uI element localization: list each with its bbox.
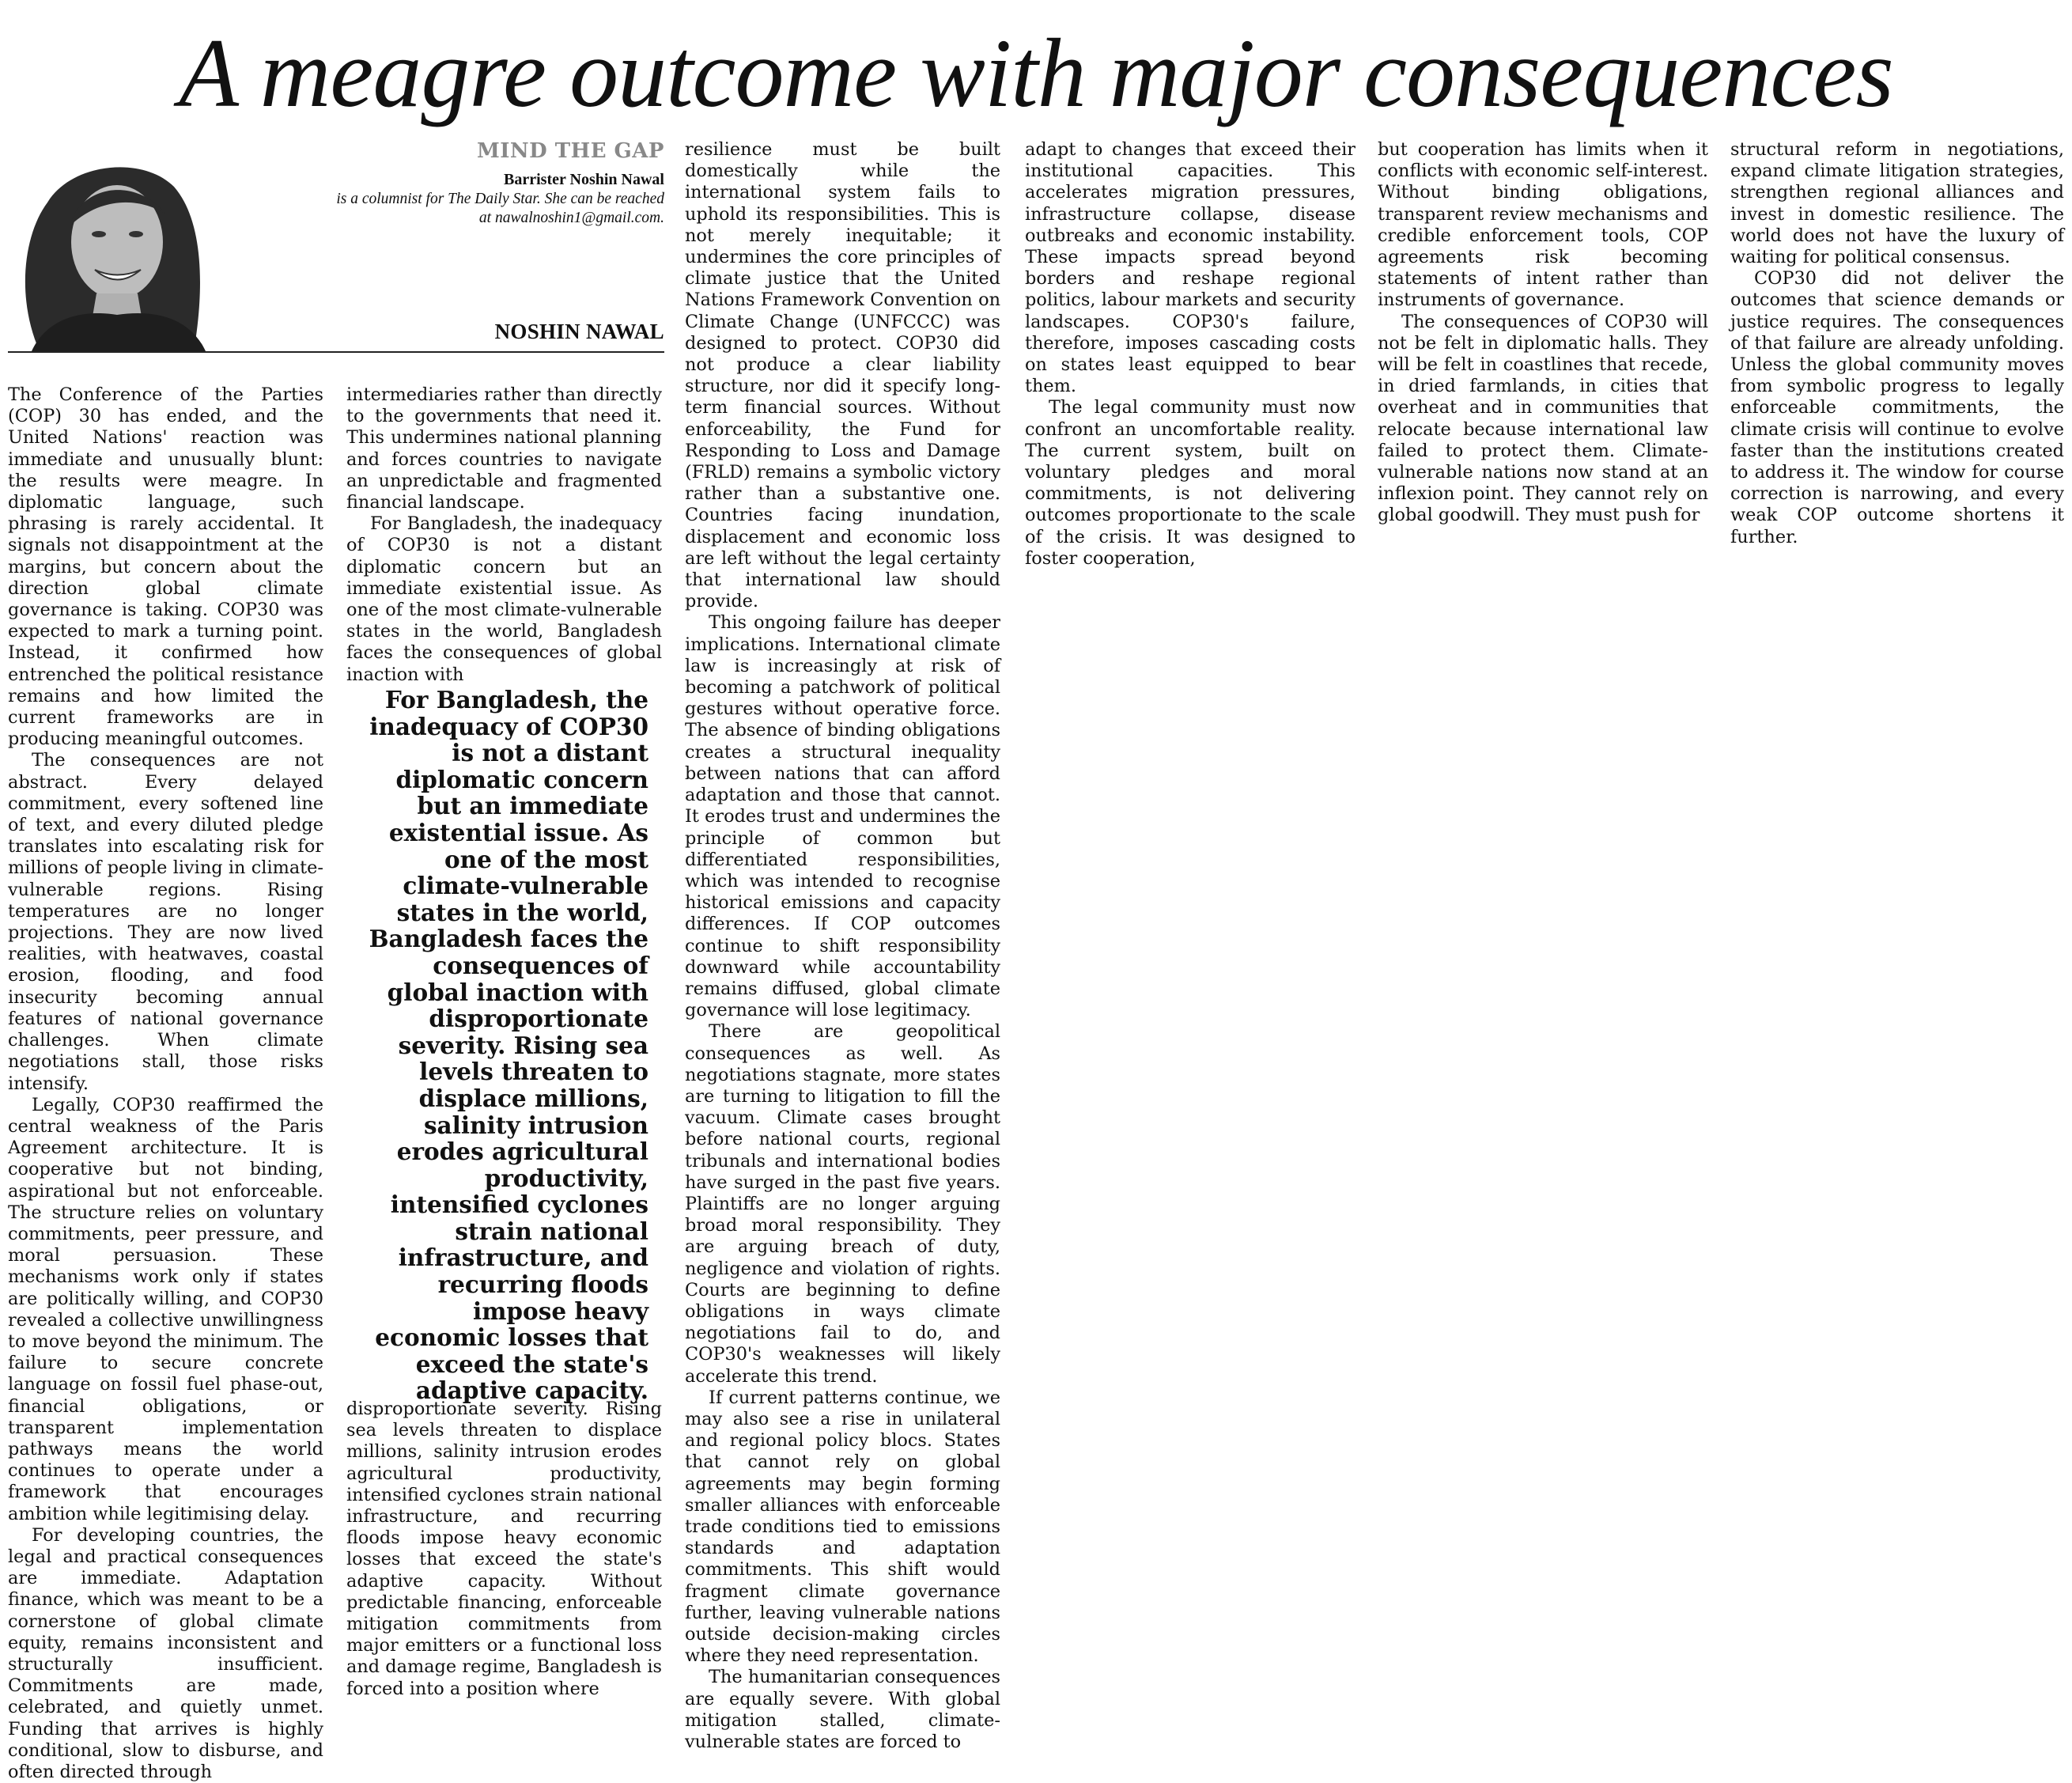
paragraph: This ongoing failure has deeper implications. International climate law is increasingly at risk of becoming a patchwork of political gestures without operative force. The absence of binding obligations creates a structural inequality between nations that can afford adaptation and those that cannot. It erodes trust and undermines the principle of common but differentiated responsibilities, which was intended to recognise historical emissions and capacity differences. If COP outcomes continue to shift responsibility downward while accountability remains diffused, global climate governance will lose legitimacy. (685, 612, 1000, 1021)
paragraph: disproportionate severity. Rising sea levels threaten to displace millions, salinity intrusion erodes agricultural productivity, intensified cyclones strain national infrastructure, and recurring floods impose heavy economic losses that exceed the state's adaptive capacity. Without predictable financing, enforceable mitigation commitments from major emitters or a functional loss and damage regime, Bangladesh is forced into a position where (346, 1399, 662, 1699)
paragraph: adapt to changes that exceed their institutional capacities. This accelerates migration pressures, infrastructure collapse, disease outbreaks and economic instability. These impacts spread beyond borders and reshape regional politics, labour markets and security landscapes. COP30's failure, therefore, imposes cascading costs on states least equipped to bear them. (1025, 139, 1355, 397)
article-column-1 (8, 384, 323, 1782)
paragraph: If current patterns continue, we may also see a rise in unilateral and regional policy blocs. States that cannot rely on global agreements may begin forming smaller alliances with enforceable trade conditions tied to emissions standards and adaptation commitments. This shift would fragment climate governance further, leaving vulnerable nations outside decision-making circles where they need representation. (685, 1387, 1000, 1667)
article-column-3 (685, 139, 1000, 1753)
author-portrait (8, 139, 221, 351)
paragraph: COP30 did not deliver the outcomes that science demands or justice requires. The consequences of that failure are already unfolding. Unless the global community moves from symbolic progress to legally enforceable commitments, the climate crisis will continue to evolve faster than the institutions created to address it. The window for course correction is narrowing, and every weak COP outcome shortens it further. (1730, 268, 2064, 547)
pull-quote: For Bangladesh, the inadequacy of COP30 is not a distant diplomatic concern but an immediate existential issue. As one of the most climate-vulnerable states in the world, Bangladesh faces the consequences of global inaction with disproportionate severity. Rising sea levels threaten to displace millions, salinity intrusion erodes agricultural productivity, intensified cyclones strain national infrastructure, and recurring floods impose heavy economic losses that exceed the state's adaptive capacity. (369, 686, 648, 1405)
paragraph: Legally, COP30 reaffirmed the central weakness of the Paris Agreement architecture. It is cooperative but not binding, aspirational but not enforceable. The structure relies on voluntary commitments, peer pressure, and moral persuasion. These mechanisms work only if states are politically willing, and COP30 revealed a collective unwillingness to move beyond the minimum. The failure to secure concrete language on fossil fuel phase-out, financial obligations, or transparent implementation pathways means the world continues to operate under a framework that encourages ambition while legitimising delay. (8, 1094, 323, 1524)
paragraph: The Conference of the Parties (COP) 30 has ended, and the United Nations' reaction was immediate and unusually blunt: the results were meagre. In diplomatic language, such phrasing is rarely accidental. It signals not disappointment at the margins, but concern about the direction global climate governance is taking. COP30 was expected to mark a turning point. Instead, it confirmed how entrenched the political resistance remains and how limited the current frameworks are in producing meaningful outcomes. (8, 384, 323, 750)
article-column-5 (1378, 139, 1708, 551)
paragraph: resilience must be built domestically while the international system fails to uphold its responsibilities. This is not merely inequitable; it undermines the core principles of climate justice that the United Nations Framework Convention on Climate Change (UNFCCC) was designed to protect. COP30 did not produce a clear liability structure, nor did it specify long-term financial sources. Without enforceability, the Fund for Responding to Loss and Damage (FRLD) remains a symbolic victory rather than a substantive one. Countries facing inundation, displacement and economic loss are left without the legal certainty that international law should provide. (685, 139, 1000, 612)
paragraph: The consequences of COP30 will not be felt in diplomatic halls. They will be felt in coastlines that recede, in dried farmlands, in cities that overheat and in communities that relocate because international law failed to protect them. Climate-vulnerable nations now stand at an inflexion point. They cannot rely on global goodwill. They must push for (1378, 311, 1708, 526)
headline: A meagre outcome with major consequences (179, 19, 1893, 127)
article-column-4 (1025, 139, 1355, 569)
paragraph: For Bangladesh, the inadequacy of COP30 is not a distant diplomatic concern but an immediate existential issue. As one of the most climate-vulnerable states in the world, Bangladesh faces the consequences of global inaction with (346, 513, 662, 685)
paragraph: intermediaries rather than directly to the governments that need it. This undermines national planning and forces countries to navigate an unpredictable and fragmented financial landscape. (346, 384, 662, 513)
article-column-2-top (346, 384, 662, 685)
paragraph: There are geopolitical consequences as well. As negotiations stagnate, more states are turning to litigation to fill the vacuum. Climate cases brought before national courts, regional tribunals and international bodies have surged in the past five years. Plaintiffs are no longer arguing broad moral responsibility. They are arguing breach of duty, negligence and violation of rights. Courts are beginning to define obligations in ways climate negotiations fail to do, and COP30's weaknesses will likely accelerate this trend. (685, 1021, 1000, 1387)
article-column-2-bottom (346, 1399, 662, 1698)
article-column-6 (1730, 139, 2064, 551)
paragraph: The legal community must now confront an uncomfortable reality. The current system, built on voluntary pledges and moral commitments, is not delivering outcomes proportionate to the scale of the crisis. It was designed to foster cooperation, (1025, 397, 1355, 569)
paragraph: but cooperation has limits when it conflicts with economic self-interest. Without binding obligations, transparent review mechanisms and credible enforcement tools, COP agreements risk becoming statements of intent rather than instruments of governance. (1378, 139, 1708, 311)
column-kicker: MIND THE GAP (476, 139, 664, 163)
paragraph: The humanitarian consequences are equally severe. With global mitigation stalled, climate-vulnerable states are forced to (685, 1667, 1000, 1753)
byline: NOSHIN NAWAL (494, 320, 664, 343)
author-title: Barrister Noshin Nawal (504, 171, 664, 188)
column-header (8, 139, 664, 353)
paragraph: For developing countries, the legal and practical consequences are immediate. Adaptation finance, which was meant to be a cornerstone of global climate equity, remains inconsistent and structurally insufficient. Commitments are made, celebrated, and quietly unmet. Funding that arrives is highly conditional, slow to disburse, and often directed through (8, 1524, 323, 1782)
author-bio: is a columnist for The Daily Star. She can be reached at nawalnoshin1@gmail.com. (336, 191, 664, 226)
paragraph: The consequences are not abstract. Every delayed commitment, every softened line of text, and every diluted pledge translates into escalating risk for millions of people living in climate-vulnerable regions. Rising temperatures are no longer projections. They are now lived realities, with heatwaves, coastal erosion, flooding, and food insecurity becoming annual features of national governance challenges. When climate negotiations stall, those risks intensify. (8, 750, 323, 1094)
paragraph: structural reform in negotiations, expand climate litigation strategies, strengthen regional alliances and invest in domestic resilience. The world does not have the luxury of waiting for political consensus. (1730, 139, 2064, 268)
